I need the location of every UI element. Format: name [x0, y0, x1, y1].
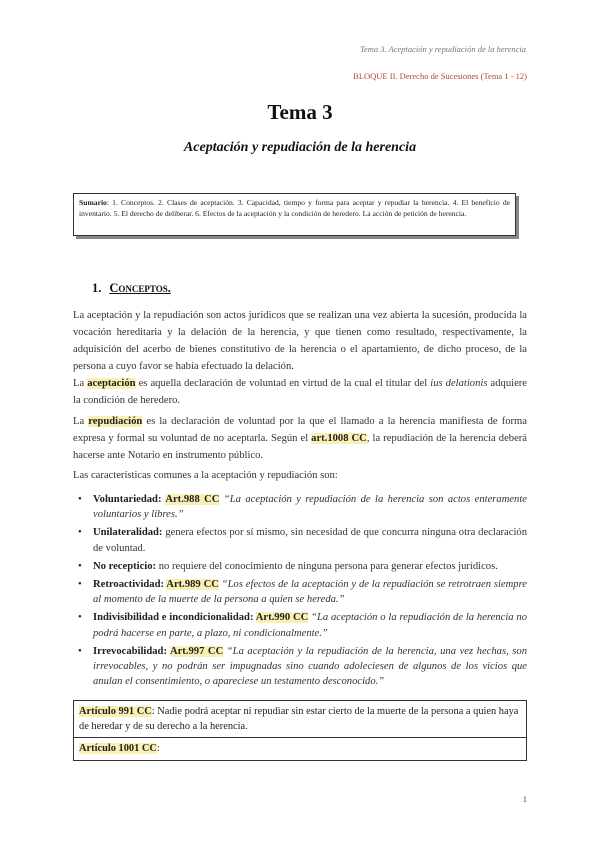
article-991-text: : Nadie podrá aceptar ni repudiar sin estar cierto de la muerte de la persona a quien haya de heredar y de su derecho a la herencia.	[79, 706, 519, 732]
bullet-separator: :	[249, 612, 256, 624]
list-item	[73, 525, 527, 555]
para2-mid: es aquella declaración de voluntad en virtud de la cual el titular del	[135, 378, 431, 389]
bullet-separator: :	[163, 645, 170, 657]
article-1001-label: Artículo 1001 CC	[79, 743, 157, 754]
section-heading	[92, 281, 171, 296]
bullet-label: Unilateralidad	[93, 527, 159, 539]
summary-text: : 1. Conceptos. 2. Clases de aceptación. 3. Capacidad, tiempo y forma para aceptar y repudiar la herencia. 4. El beneficio de inventario. 5. El derecho de deliberar. 6. Efectos de la aceptación y la condición de heredero. La acción de petición de herencia.	[79, 198, 510, 218]
article-991-box	[73, 700, 527, 738]
section-number: 1.	[92, 281, 102, 295]
list-item	[73, 577, 527, 607]
running-header-block: BLOQUE II. Derecho de Sucesiones (Tema 1 - 12)	[353, 71, 527, 81]
list-item	[73, 610, 527, 640]
article-1001-text: :	[156, 743, 160, 754]
paragraph-definition: La aceptación y la repudiación son actos jurídicos que se realizan una vez abierta la sucesión, producida la vocación hereditaria y la delación de la herencia, y que tienen como resultado, respectivamente, la adquisición del acerbo de bienes constitutivo de la herencia o el apartamiento, de dicho proceso, de la persona a cuyo favor se había efectuado la delación.	[73, 310, 527, 372]
paragraph-repudiacion	[73, 413, 527, 464]
para2-pre: La	[73, 378, 88, 389]
bullet-quote: “La aceptación y la repudiación de la herencia, una vez hechas, son irrevocables, y no podrán ser impugnadas sino cuando adoleciesen de algunos de los vicios que anulan el consentimiento, o apareciese un testamento desconocido.”	[93, 645, 528, 688]
bullet-label: Voluntariedad	[93, 494, 158, 505]
bullet-article-ref: Art.990 CC	[255, 612, 309, 624]
para3-pre: La	[73, 416, 89, 427]
ref-art-1008: art.1008 CC	[311, 433, 367, 444]
bullet-quote: “La aceptación o la repudiación de la herencia no podrá hacerse en parte, a plazo, ni condicionalmente.”	[93, 612, 528, 639]
summary-box	[73, 193, 516, 236]
bullet-separator: :	[160, 579, 167, 591]
bullet-separator: :	[152, 560, 159, 572]
article-1001-box	[73, 737, 527, 761]
paragraph-aceptacion	[73, 375, 527, 409]
characteristics-list	[73, 492, 527, 692]
article-991-label: Artículo 991 CC	[79, 706, 152, 717]
bullet-text: genera efectos por sí mismo, sin necesidad de que concurra ninguna otra declaración de voluntad.	[93, 527, 527, 554]
term-aceptacion: aceptación	[87, 378, 136, 389]
page-title: Tema 3	[267, 100, 333, 124]
list-item	[73, 492, 527, 522]
running-header-title: Tema 3. Aceptación y repudiación de la herencia	[359, 44, 526, 54]
bullet-separator: :	[158, 527, 166, 539]
page-number: 1	[522, 794, 527, 804]
section-title: Conceptos.	[109, 281, 171, 295]
bullet-article-ref: Art.989 CC	[166, 579, 219, 591]
bullet-article-ref: Art.997 CC	[169, 645, 224, 657]
term-repudiacion: repudiación	[88, 416, 143, 427]
para3-post: , la repudiación de la herencia deberá hacerse ante Notario en instrumento público.	[73, 433, 527, 461]
bullet-text: no requiere del conocimiento de ninguna persona para generar efectos jurídicos.	[158, 560, 498, 572]
page-subtitle: Aceptación y repudiación de la herencia	[183, 140, 417, 155]
bullet-quote: “Los efectos de la aceptación y de la repudiación se retrotraen siempre al momento de la muerte de la persona a quien se hereda.”	[93, 579, 528, 606]
bullet-label: No recepticio	[93, 560, 153, 572]
paragraph-characteristics-intro: Las características comunes a la aceptación y repudiación son:	[73, 470, 338, 481]
list-item	[73, 559, 527, 574]
bullet-label: Indivisibilidad e incondicionalidad	[93, 612, 250, 624]
latin-term: ius delationis	[430, 378, 488, 389]
summary-label: Sumario	[79, 198, 107, 207]
bullet-quote: “La aceptación y repudiación de la herencia son actos enteramente voluntarios y libres.”	[93, 494, 528, 521]
bullet-label: Retroactividad	[93, 579, 161, 591]
list-item	[73, 644, 527, 690]
para3-mid: es la declaración de voluntad por la que el llamado a la herencia manifiesta de forma expresa y formal su voluntad de no aceptarla. Según el	[73, 416, 527, 444]
para2-post: adquiere la condición de heredero.	[73, 378, 528, 406]
bullet-article-ref: Art.988 CC	[165, 494, 220, 505]
bullet-separator: :	[157, 494, 166, 505]
bullet-label: Irrevocabilidad	[93, 645, 164, 657]
